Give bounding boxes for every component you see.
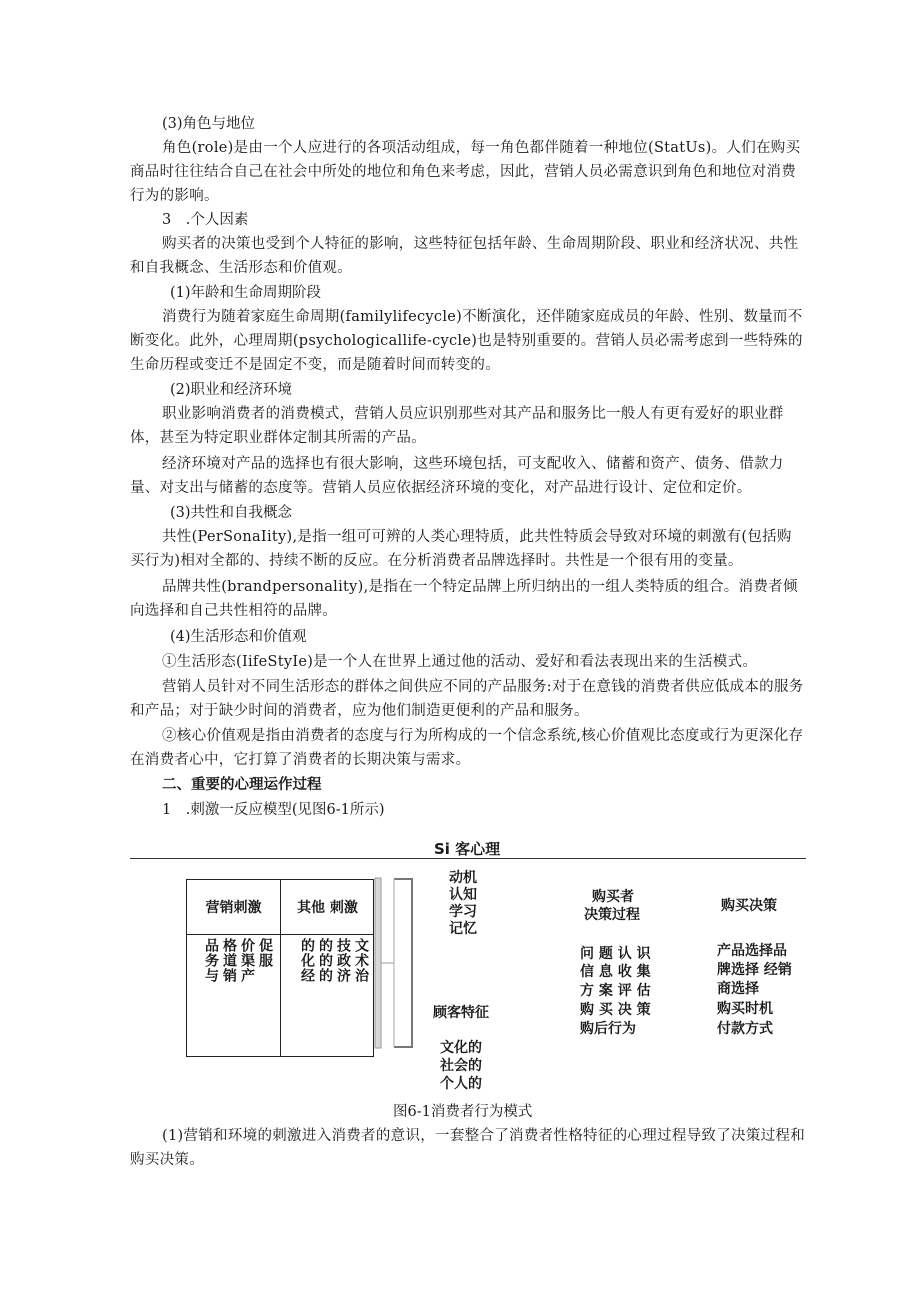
marketing-col-2: 格道销 [221,938,237,983]
section-two-heading: 二、重要的心理运作过程 [162,777,322,793]
values-paragraph: ②核心价值观是指由消费者的态度与行为所构成的一个信念系统,核心价值观比态度或行为更深化存在消费者心中，它打算了消费者的长期决策与需求。 [130,728,804,768]
decision-item-1: 产品选择品 [717,943,787,959]
process-step-3: 方 案 评 估 [580,983,651,999]
purchase-decision-head: 购买决策 [721,898,777,914]
process-step-2: 信 息 收 集 [580,964,651,980]
model-heading: 1 .刺激一反应模型(见图6-1所示) [162,802,385,818]
trait-personal: 个人的 [440,1076,482,1092]
psych-factor-1: 动机 [449,870,477,886]
personality-heading: (3)共性和自我概念 [170,505,293,521]
economy-paragraph: 经济环境对产品的选择也有很大影响，这些环境包括，可支配收入、储蓄和资产、债务、借款力量、对支出与储蓄的态度等。营销人员应依据经济环境的变化，对产品进行设计、定位和定价。 [130,456,784,496]
figure-top-rule [130,858,806,859]
decision-process-head-1: 购买者 [592,889,634,905]
marketing-col-4: 促服 [257,938,273,968]
decision-process-head-2: 决策过程 [584,907,640,923]
decision-item-4: 购买时机 [717,1001,773,1017]
age-paragraph: 消费行为随着家庭生命周期(familylifecycle)不断演化，还伴随家庭成员的年龄、性别、数量而不断变化。此外，心理周期(psychologicallife-cycle)也是特别重要的。营销人员必需考虑到一些特殊的生命历程或变迁不是固定不变，而是随着时间而转变的。 [130,309,803,373]
personality-paragraph: 共性(PerSonaIity),是指一组可可辨的人类心理特质，此共性特质会导致对环境的刺激有(包括购买行为)相对全都的、持续不断的反应。在分析消费者品牌选择时。共性是一个很有用的变量。 [130,529,792,569]
lifestyle-paragraph: ①生活形态(IifeStyIe)是一个人在世界上通过他的活动、爱好和看法表现出来的生活模式。 [162,654,758,670]
role-paragraph: 角色(role)是由一个人应进行的各项活动组成，每一角色都伴随着一种地位(StatUs)。人们在购买商品时往往结合自己在社会中所处的地位和角色来考虑，因此，营销人员必需意识到角色和地位对消费行为的影响。 [130,140,801,204]
figure-caption: 图6-1消费者行为模式 [393,1104,533,1120]
personal-factors-heading: 3 .个人因素 [162,212,249,228]
marketing-stimuli-items [203,938,273,1054]
other-col-1: 的化经 [299,938,315,983]
other-col-2: 的的的 [317,938,333,983]
personal-factors-intro: 购买者的决策也受到个人特征的影响，这些特征包括年龄、生命周期阶段、职业和经济状况、共性和自我概念、生活形态和价值观。 [130,236,799,276]
decision-item-2: 牌选择 经销 [717,962,792,978]
lifestyle-heading: (4)生活形态和价值观 [170,629,307,645]
role-heading: (3)角色与地位 [162,116,256,132]
closing-paragraph: (1)营销和环境的刺激进入消费者的意识，一套整合了消费者性格特征的心理过程导致了决策过程和购买决策。 [130,1128,806,1168]
process-step-5: 购后行为 [580,1021,636,1037]
psych-factor-2: 认知 [449,887,477,903]
marketing-stimuli-header: 营销刺激 [205,900,262,916]
process-step-4: 购 买 决 策 [580,1002,651,1018]
other-stimuli-items [299,938,369,1054]
customer-traits-label: 顾客特征 [433,1005,489,1021]
bracket-connector-icon [374,877,414,1049]
decision-item-3: 商选择 [717,981,759,997]
other-col-4: 文术治 [353,938,369,983]
occupation-heading: (2)职业和经济环境 [170,382,293,398]
psych-factor-3: 学习 [449,904,477,920]
other-col-3: 技政济 [335,938,351,983]
psych-factor-4: 记忆 [449,921,477,937]
occupation-paragraph: 职业影响消费者的消费模式，营销人员应识别那些对其产品和服务比一般人有更有爱好的职业群体，甚至为特定职业群体定制其所需的产品。 [130,406,784,446]
brand-personality-paragraph: 品牌共性(brandpersonality),是指在一个特定品牌上所归纳出的一组人类特质的组合。消费者倾向选择和自己共性相符的品牌。 [130,579,798,619]
figure-title: Si 客心理 [434,840,501,858]
marketing-col-3: 价渠产 [239,938,255,983]
lifestyle-service-paragraph: 营销人员针对不同生活形态的群体之间供应不同的产品服务:对于在意钱的消费者供应低成本的服务和产品；对于缺少时间的消费者，应为他们制造更便利的产品和服务。 [130,679,804,719]
marketing-col-1: 品务与 [203,938,219,983]
age-heading: (1)年龄和生命周期阶段 [170,285,322,301]
decision-item-5: 付款方式 [717,1021,773,1037]
process-step-1: 问 题 认 识 [580,946,651,962]
stimulus-table [186,879,374,1057]
trait-social: 社会的 [440,1058,482,1074]
trait-cultural: 文化的 [440,1040,482,1056]
other-stimuli-header: 其他 刺激 [297,900,358,916]
